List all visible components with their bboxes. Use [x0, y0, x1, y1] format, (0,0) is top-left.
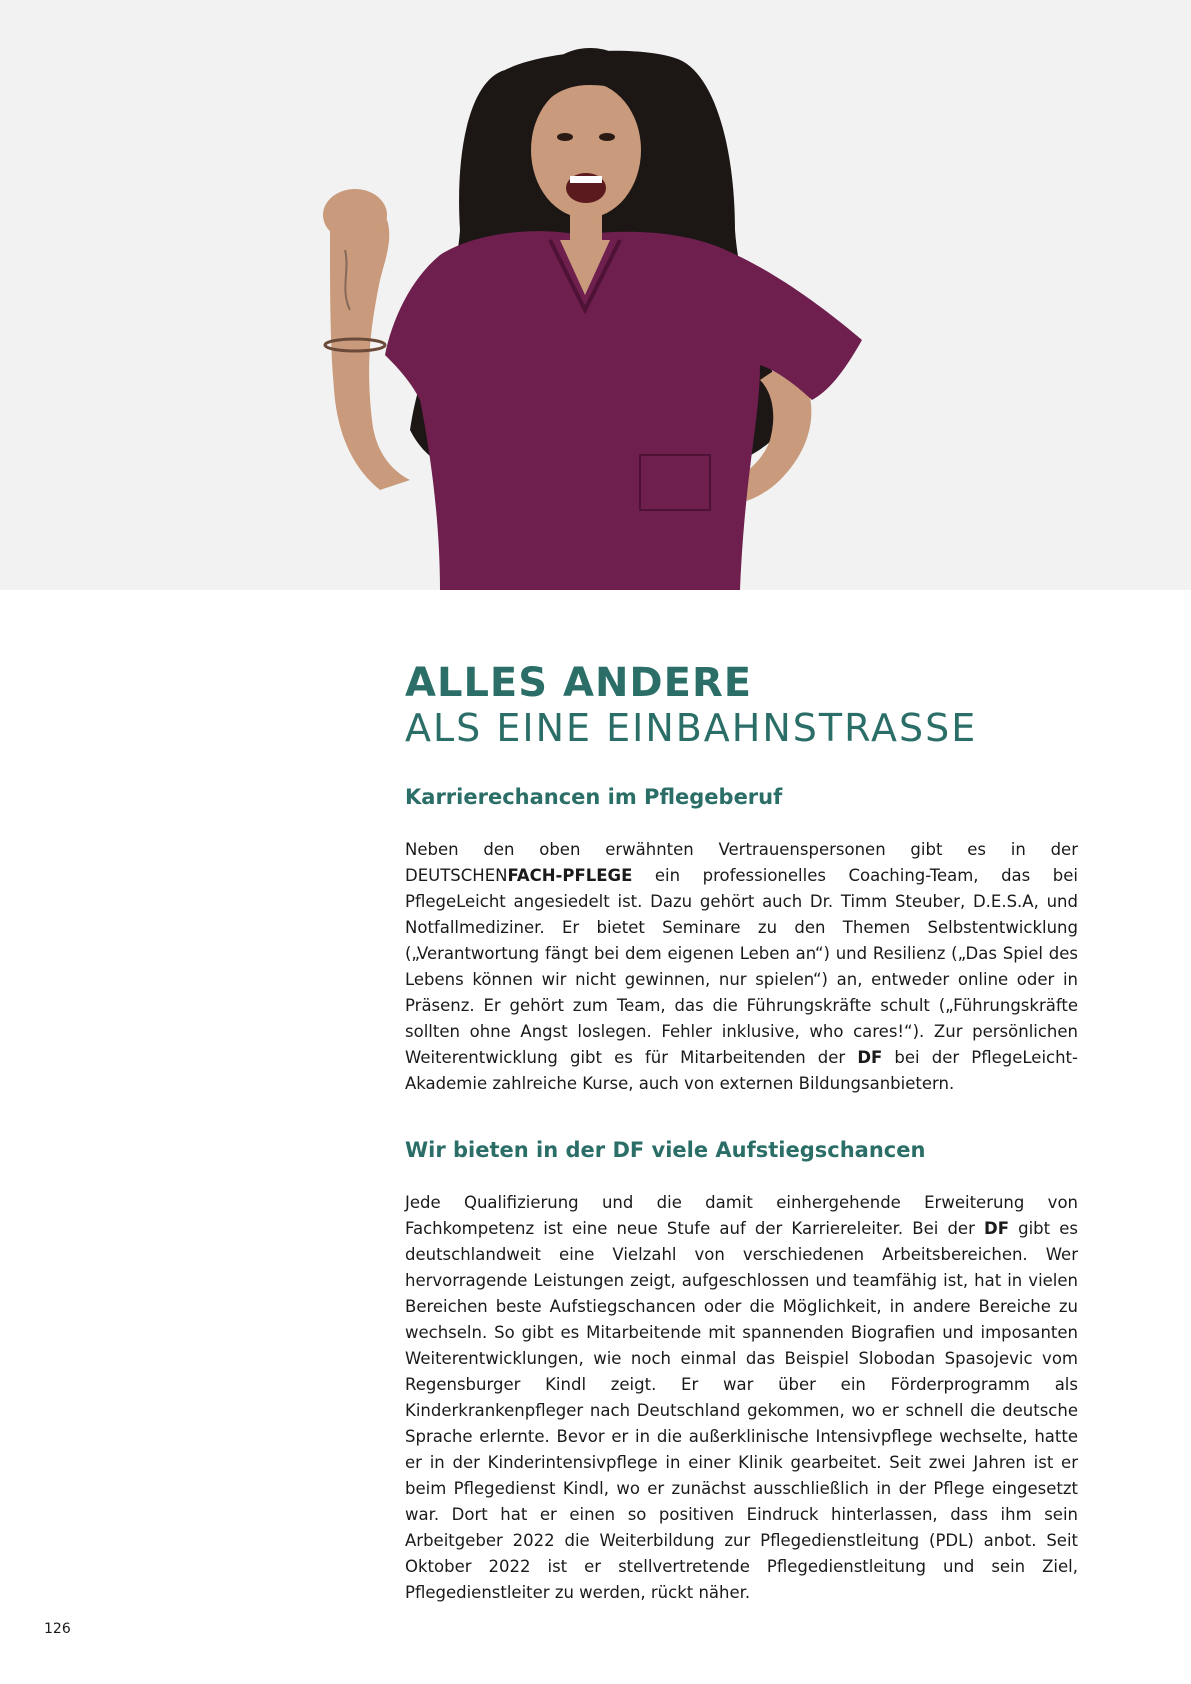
article	[405, 660, 1078, 1646]
paragraph-text: gibt es deutschlandweit eine Vielzahl von verschiedenen Arbeitsbereichen. Wer hervorragende Leistungen zeigt, aufgeschlossen und teamfähig ist, hat in vielen Bereichen beste Aufstiegschancen oder die Möglichkeit, in andere Bereiche zu wechseln. So gibt es Mitarbeitende mit spannenden Biografien und imposanten Weiterentwicklungen, wie noch einmal das Beispiel Slobodan Spasojevic vom Regensburger Kindl zeigt. Er war über ein Förderprogramm als Kinderkrankenpfleger nach Deutschland gekommen, wo er schnell die deutsche Sprache erlernte. Bevor er in die außerklinische Intensivpflege wechselte, hatte er in der Kinderintensivpflege in einer Klinik gearbeitet. Seit zwei Jahren ist er beim Pflegedienst Kindl, wo er zunächst ausschließlich in der Pflege eingesetzt war. Dort hat er einen so positiven Eindruck hinterlassen, dass ihm sein Arbeitgeber 2022 die Weiterbildung zur Pflegedienstleitung (PDL) anbot. Seit Oktober 2022 ist er stellvertretende Pflegedienstleitung und sein Ziel, Pflegedienstleiter zu werden, rückt näher.	[405, 1219, 1078, 1602]
paragraph-text: bei der PflegeLeicht-Akademie zahlreiche Kurse, auch von externen Bildungsanbietern.	[405, 1048, 1078, 1093]
paragraph-career	[405, 837, 1078, 1097]
bold-text: DF	[984, 1219, 1009, 1238]
paragraph-text: ein professionelles Coaching-Team, das bei PflegeLeicht angesiedelt ist. Dazu gehört auch Dr. Timm Steuber, D.E.S.A, und Notfallmediziner. Er bietet Seminare zu den Themen Selbstentwicklung („Verantwortung fängt bei dem eigenen Leben an“) und Resilienz („Das Spiel des Lebens können wir nicht gewinnen, nur spielen“) an, entweder online oder in Präsenz. Er gehört zum Team, das die Führungskräfte schult („Führungskräfte sollten ohne Angst loslegen. Fehler inklusive, who cares!“). Zur persönlichen Weiterentwicklung gibt es für Mitarbeitenden der	[405, 866, 1078, 1067]
paragraph-advancement	[405, 1190, 1078, 1606]
article-title-line1: ALLES ANDERE	[405, 660, 753, 706]
bold-text: DF	[857, 1048, 883, 1067]
paragraph-text: Jede Qualifizierung und die damit einhergehende Erweiterung von Fachkompetenz ist eine neue Stufe auf der Karriereleiter. Bei der	[405, 1193, 1078, 1238]
section-heading-advancement: Wir bieten in der DF viele Aufstiegschancen	[405, 1138, 926, 1162]
nurse-illustration	[0, 0, 1191, 590]
paragraph-text: Neben den oben erwähnten Vertrauenspersonen gibt es in der DEUTSCHEN	[405, 840, 1078, 885]
section-heading-career: Karrierechancen im Pflegeberuf	[405, 785, 783, 809]
page-number: 126	[44, 1621, 71, 1637]
bold-text: FACH-PFLEGE	[507, 866, 633, 885]
hero-photo	[0, 0, 1191, 590]
article-title-line2: ALS EINE EINBAHNSTRASSE	[405, 706, 978, 750]
